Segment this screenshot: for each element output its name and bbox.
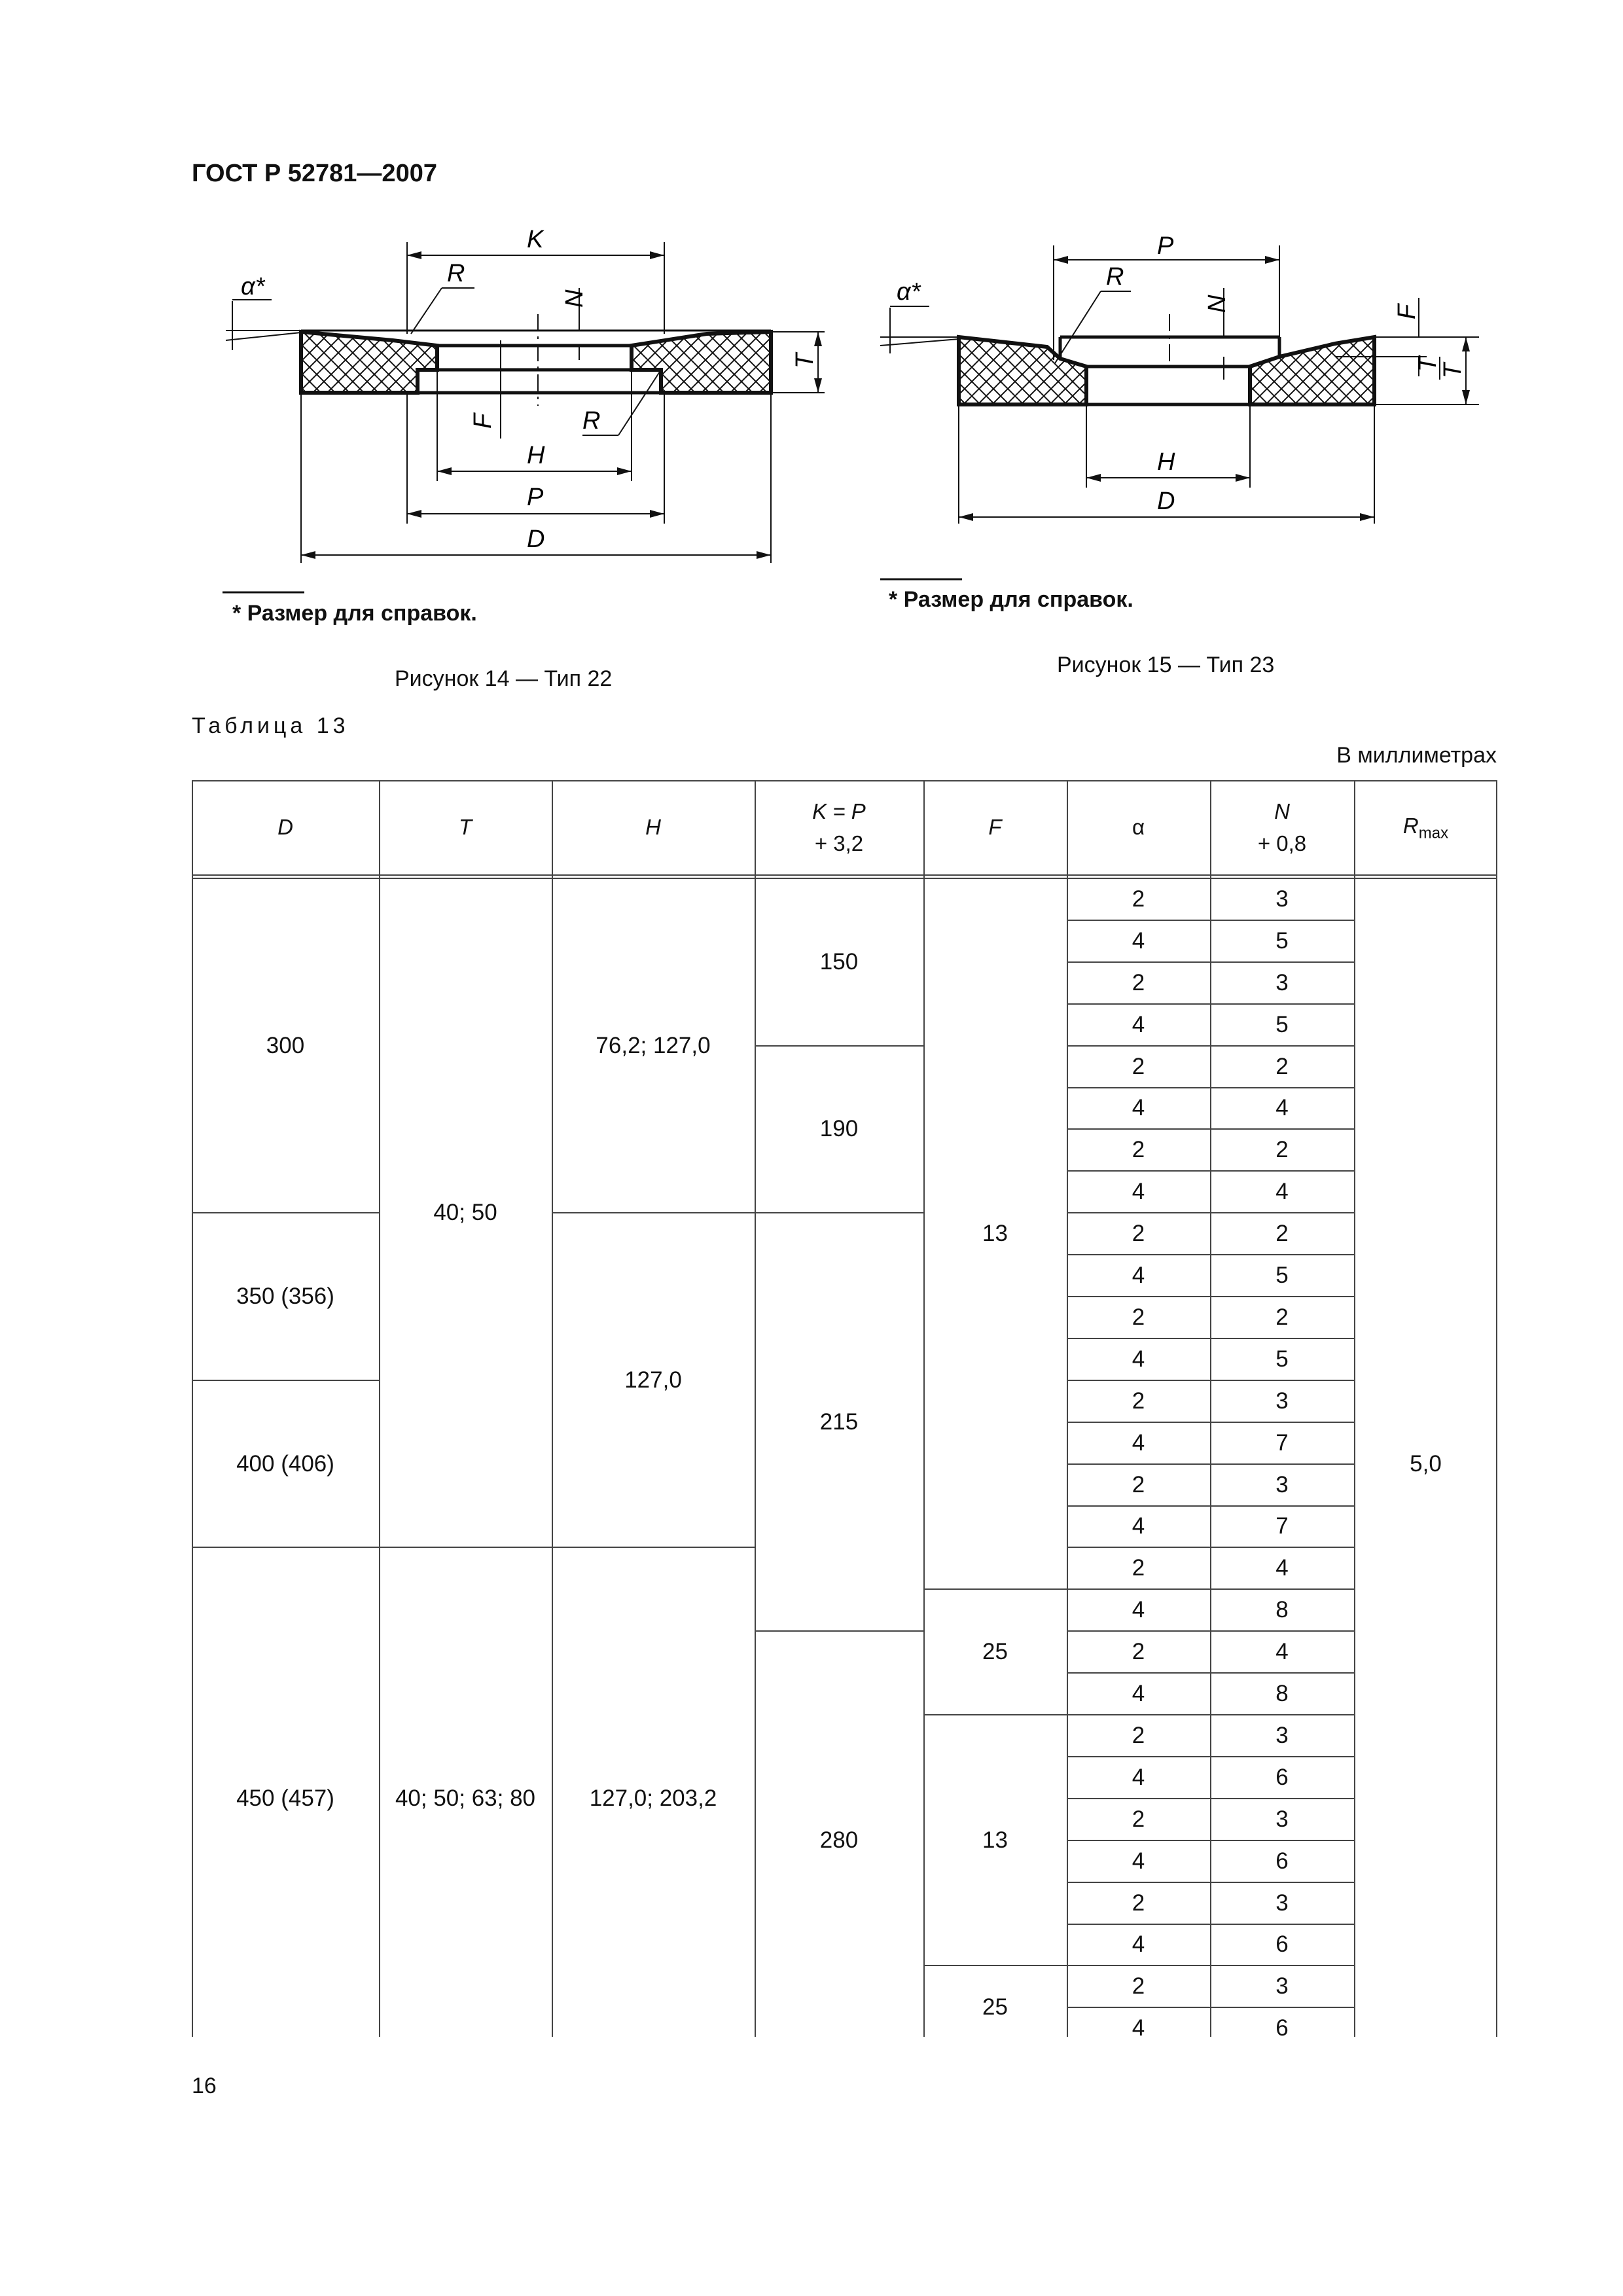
- F-cell: 25: [982, 1994, 1008, 2020]
- alpha-cell: 2: [1132, 1973, 1145, 2000]
- N-cell: 3: [1275, 1471, 1289, 1498]
- D-cell: 300: [266, 1032, 305, 1058]
- fig14-label-H: H: [527, 442, 545, 469]
- figure-14-drawing: [196, 223, 825, 641]
- H-cell: 76,2; 127,0: [596, 1032, 711, 1058]
- fig15-label-N: N: [1204, 295, 1231, 313]
- fig14-label-R-top: R: [447, 260, 465, 287]
- alpha-cell: 4: [1132, 1597, 1145, 1623]
- alpha-cell: 4: [1132, 2015, 1145, 2041]
- fig15-label-T-right: T: [1439, 363, 1467, 378]
- N-cell: 6: [1275, 1848, 1289, 1874]
- Rmax-cell: 5,0: [1410, 1450, 1442, 1477]
- alpha-cell: 2: [1132, 1471, 1145, 1498]
- header-T: T: [458, 815, 473, 840]
- alpha-cell: 4: [1132, 1848, 1145, 1874]
- H-cell: 127,0: [624, 1367, 682, 1393]
- fig15-label-D: D: [1157, 488, 1175, 515]
- KP-cell: 215: [819, 1408, 859, 1435]
- header-F: F: [988, 815, 1002, 840]
- N-cell: 3: [1275, 1973, 1289, 2000]
- alpha-cell: 2: [1132, 886, 1145, 912]
- alpha-cell: 2: [1132, 1722, 1145, 1748]
- N-cell: 3: [1275, 1890, 1289, 1916]
- alpha-cell: 4: [1132, 1931, 1145, 1958]
- fig14-label-D: D: [527, 526, 545, 553]
- document-id: ГОСТ Р 52781—2007: [192, 160, 437, 187]
- alpha-cell: 4: [1132, 1513, 1145, 1539]
- N-cell: 2: [1275, 1221, 1289, 1247]
- alpha-cell: 2: [1132, 969, 1145, 996]
- fig15-label-alpha: α*: [897, 278, 921, 306]
- KP-cell: 280: [819, 1827, 859, 1853]
- fig15-footnote: * Размер для справок.: [889, 587, 1133, 612]
- header-Rmax: $R_{max}$: [1402, 813, 1449, 842]
- N-cell: 8: [1275, 1681, 1289, 1707]
- N-cell: 5: [1275, 1011, 1289, 1037]
- header-alpha: α: [1132, 815, 1145, 840]
- D-cell: 350 (356): [236, 1283, 334, 1309]
- alpha-cell: 2: [1132, 1304, 1145, 1330]
- fig14-label-N: N: [561, 289, 588, 308]
- alpha-cell: 4: [1132, 1263, 1145, 1289]
- alpha-cell: 4: [1132, 1764, 1145, 1790]
- N-cell: 7: [1275, 1429, 1289, 1456]
- alpha-cell: 2: [1132, 1806, 1145, 1832]
- N-cell: 4: [1275, 1095, 1289, 1121]
- alpha-cell: 4: [1132, 1011, 1145, 1037]
- N-cell: 3: [1275, 1722, 1289, 1748]
- fig14-footnote: * Размер для справок.: [232, 601, 477, 626]
- D-cell: 400 (406): [236, 1450, 334, 1477]
- header-N: N + 0,8: [1257, 798, 1307, 855]
- N-cell: 5: [1275, 1346, 1289, 1372]
- fig15-label-P: P: [1157, 232, 1174, 260]
- header-KP: K = P + 3,2: [812, 798, 866, 855]
- data-table: [192, 780, 1497, 2041]
- N-cell: 3: [1275, 1388, 1289, 1414]
- fig15-label-R: R: [1106, 263, 1124, 291]
- KP-cell: 150: [819, 948, 859, 975]
- alpha-cell: 2: [1132, 1221, 1145, 1247]
- fig14-label-P: P: [527, 484, 544, 511]
- fig14-label-F: F: [469, 413, 497, 429]
- alpha-cell: 2: [1132, 1890, 1145, 1916]
- header-D: D: [277, 815, 293, 840]
- N-cell: 6: [1275, 2015, 1289, 2041]
- alpha-cell: 2: [1132, 1053, 1145, 1079]
- alpha-cell: 2: [1132, 1137, 1145, 1163]
- fig15-label-H: H: [1157, 448, 1175, 476]
- H-cell: 127,0; 203,2: [589, 1785, 717, 1811]
- N-cell: 2: [1275, 1053, 1289, 1079]
- N-cell: 7: [1275, 1513, 1289, 1539]
- N-cell: 8: [1275, 1597, 1289, 1623]
- fig14-caption: Рисунок 14 — Тип 22: [395, 666, 613, 691]
- header-H: H: [645, 815, 661, 840]
- F-cell: 13: [982, 1827, 1008, 1853]
- alpha-cell: 4: [1132, 1681, 1145, 1707]
- table-units: В миллиметрах: [1336, 743, 1497, 768]
- N-cell: 2: [1275, 1304, 1289, 1330]
- alpha-cell: 4: [1132, 1095, 1145, 1121]
- KP-cell: 190: [819, 1116, 859, 1142]
- N-cell: 6: [1275, 1931, 1289, 1958]
- fig14-label-K: K: [527, 226, 544, 253]
- page-number: 16: [192, 2073, 217, 2098]
- table-label: Таблица 13: [192, 713, 349, 738]
- fig15-label-T-left: T: [1414, 356, 1442, 372]
- alpha-cell: 4: [1132, 1179, 1145, 1205]
- fig14-label-R-bottom: R: [582, 407, 601, 435]
- T-cell: 40; 50: [433, 1200, 497, 1226]
- N-cell: 3: [1275, 886, 1289, 912]
- fig14-label-alpha: α*: [241, 273, 265, 300]
- N-cell: 4: [1275, 1639, 1289, 1665]
- F-cell: 25: [982, 1639, 1008, 1665]
- N-cell: 2: [1275, 1137, 1289, 1163]
- alpha-cell: 4: [1132, 1346, 1145, 1372]
- alpha-cell: 4: [1132, 1429, 1145, 1456]
- alpha-cell: 2: [1132, 1555, 1145, 1581]
- fig14-label-T: T: [791, 353, 819, 368]
- N-cell: 4: [1275, 1555, 1289, 1581]
- alpha-cell: 2: [1132, 1388, 1145, 1414]
- N-cell: 6: [1275, 1764, 1289, 1790]
- fig15-caption: Рисунок 15 — Тип 23: [1057, 653, 1275, 677]
- figure-15-drawing: [870, 223, 1512, 628]
- F-cell: 13: [982, 1221, 1008, 1247]
- N-cell: 3: [1275, 1806, 1289, 1832]
- D-cell: 450 (457): [236, 1785, 334, 1811]
- alpha-cell: 2: [1132, 1639, 1145, 1665]
- N-cell: 5: [1275, 1263, 1289, 1289]
- alpha-cell: 4: [1132, 927, 1145, 954]
- fig15-label-F: F: [1393, 304, 1421, 319]
- N-cell: 4: [1275, 1179, 1289, 1205]
- T-cell: 40; 50; 63; 80: [395, 1785, 536, 1811]
- N-cell: 5: [1275, 927, 1289, 954]
- N-cell: 3: [1275, 969, 1289, 996]
